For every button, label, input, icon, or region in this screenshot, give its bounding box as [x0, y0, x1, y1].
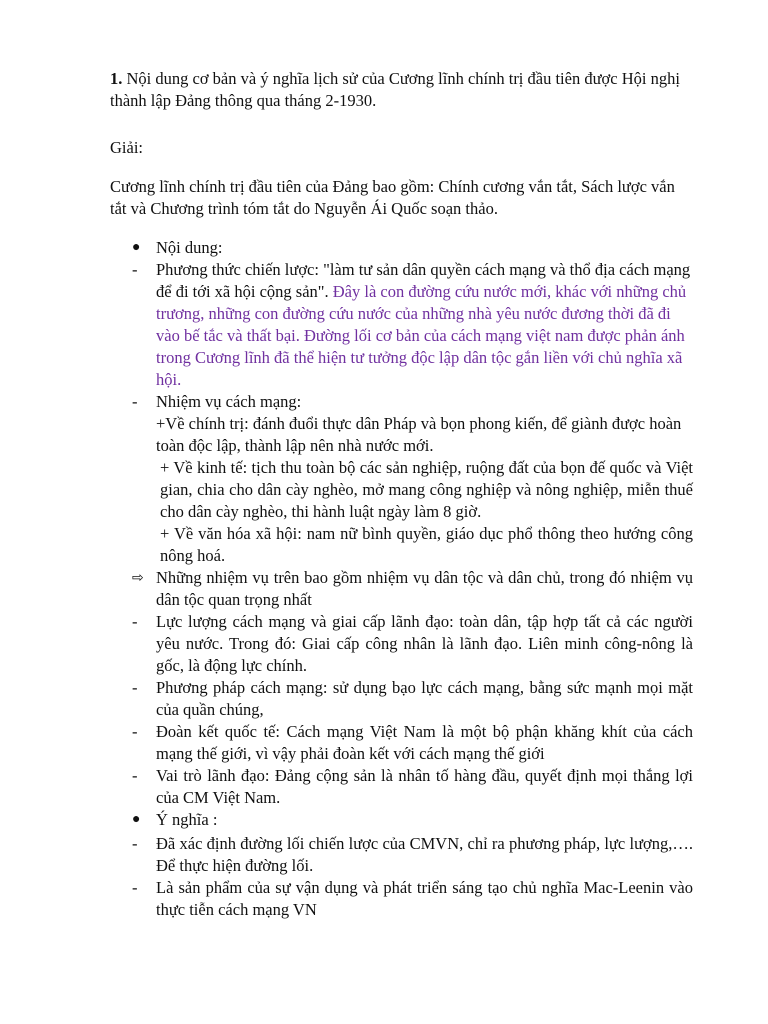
dash-marker: - — [132, 878, 138, 897]
dash-marker: - — [132, 392, 138, 411]
dash-marker: - — [132, 678, 138, 697]
strategy-text: Phương thức chiến lược: "làm tư sản dân quyền cách mạng và thổ địa cách mạng để đi tới xã hội cộng sản". — [156, 260, 691, 301]
question — [110, 68, 693, 112]
intro-paragraph: Cương lĩnh chính trị đầu tiên của Đảng bao gồm: Chính cương vắn tắt, Sách lược vắn tắt và Chương trình tóm tắt do Nguyễn Ái Quốc soạn thảo. — [110, 177, 675, 218]
answer-label: Giải: — [110, 138, 143, 157]
bullet-icon: ● — [132, 240, 141, 255]
tasks-cultural: + Về văn hóa xã hội: nam nữ bình quyền, giáo dục phổ thông theo hướng công nông hoá. — [160, 524, 693, 565]
meaning-2-text: Là sản phẩm của sự vận dụng và phát triển sáng tạo chủ nghĩa Mac-Leenin vào thực tiễn cách mạng VN — [156, 878, 693, 919]
dash-marker: - — [132, 834, 138, 853]
content-heading: Nội dung: — [156, 238, 223, 257]
forces-text: Lực lượng cách mạng và giai cấp lãnh đạo: toàn dân, tập hợp tất cả các người yêu nước. Trong đó: Giai cấp công nhân là lãnh đạo. Liên minh công-nông là gốc, là động lực chính. — [156, 612, 693, 675]
solidarity-text: Đoàn kết quốc tế: Cách mạng Việt Nam là một bộ phận khăng khít của cách mạng thế giới, vì vậy phải đoàn kết với cách mạng thế giới — [156, 722, 693, 763]
dash-marker: - — [132, 722, 138, 741]
question-number: 1. — [110, 69, 123, 88]
arrow-icon: ⇨ — [132, 570, 144, 586]
tasks-economic: + Về kinh tế: tịch thu toàn bộ các sản nghiệp, ruộng đất của bọn đế quốc và Việt gian, chia cho dân cày nghèo, mở mang công nghiệp và nông nghiệp, miễn thuế cho dân cày nghèo, thi hành luật ngày làm 8 giờ. — [160, 458, 693, 521]
meaning-1-text: Đã xác định đường lối chiến lược của CMVN, chỉ ra phương pháp, lực lượng,…. Để thực hiện đường lối. — [156, 834, 693, 875]
method-text: Phương pháp cách mạng: sử dụng bạo lực cách mạng, bằng sức mạnh mọi mặt của quần chúng, — [156, 678, 693, 719]
conclusion-text: Những nhiệm vụ trên bao gồm nhiệm vụ dân tộc và dân chủ, trong đó nhiệm vụ dân tộc quan trọng nhất — [156, 568, 693, 609]
dash-marker: - — [132, 260, 138, 279]
bullet-icon: ● — [132, 812, 141, 827]
tasks-political: +Về chính trị: đánh đuổi thực dân Pháp và bọn phong kiến, để giành được hoàn toàn độc lập, thành lập nên nhà nước mới. — [156, 414, 682, 455]
strategy-paragraph — [156, 259, 693, 391]
strategy-highlight: Đây là con đường cứu nước mới, khác với những chủ trương, những con đường cứu nước của những nhà yêu nước đương thời đã đi vào bế tắc và thất bại. Đường lối cơ bản của cách mạng việt nam được phản ánh trong Cương lĩnh đã thể hiện tư tưởng độc lập dân tộc gắn liền với chủ nghĩa xã hội. — [156, 282, 687, 389]
leadership-text: Vai trò lãnh đạo: Đảng cộng sản là nhân tố hàng đầu, quyết định mọi thắng lợi của CM Việt Nam. — [156, 766, 693, 807]
question-text: Nội dung cơ bản và ý nghĩa lịch sử của Cương lĩnh chính trị đầu tiên được Hội nghị thành lập Đảng thông qua tháng 2-1930. — [110, 69, 680, 110]
tasks-heading: Nhiệm vụ cách mạng: — [156, 392, 302, 411]
dash-marker: - — [132, 612, 138, 631]
dash-marker: - — [132, 766, 138, 785]
meaning-heading: Ý nghĩa : — [156, 810, 218, 829]
